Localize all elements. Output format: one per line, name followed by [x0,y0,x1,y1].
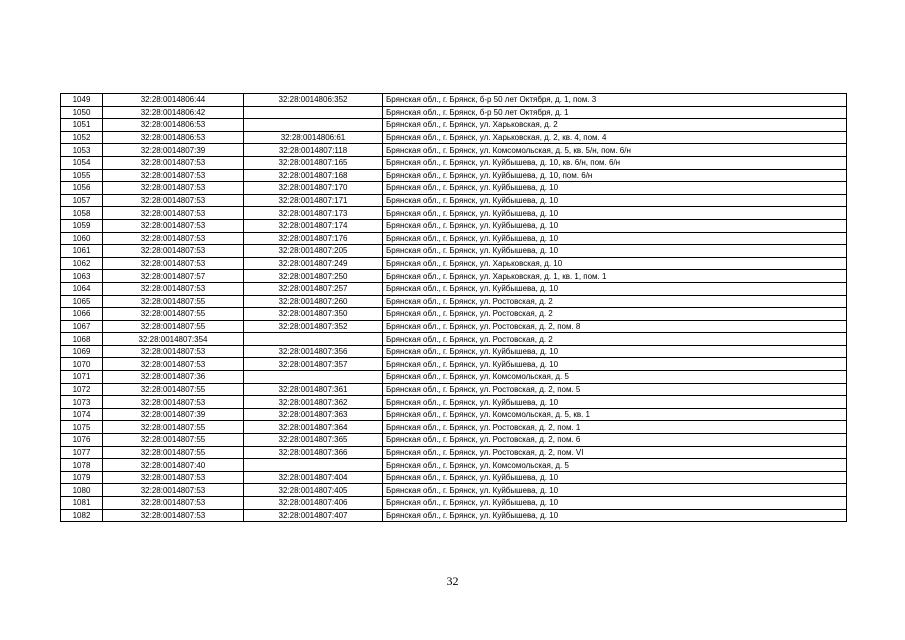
row-number-cell: 1062 [61,257,103,270]
table-row [61,156,847,169]
cadastral-number-cell: 32:28:0014807:40 [103,459,244,472]
cadastral-number-cell: 32:28:0014807:53 [103,194,244,207]
table-row [61,257,847,270]
premises-cadastral-number-cell: 32:28:0014807:168 [244,169,383,182]
table-row [61,169,847,182]
cadastral-number-cell: 32:28:0014806:42 [103,106,244,119]
row-number-cell: 1054 [61,156,103,169]
row-number-cell: 1079 [61,471,103,484]
address-cell: Брянская обл., г. Брянск, ул. Харьковская, д. 2, кв. 4, пом. 4 [383,131,847,144]
row-number-cell: 1073 [61,396,103,409]
address-cell: Брянская обл., г. Брянск, ул. Куйбышева, д. 10 [383,471,847,484]
row-number-cell: 1060 [61,232,103,245]
table-row [61,446,847,459]
cadastral-number-cell: 32:28:0014807:53 [103,345,244,358]
cadastral-number-cell: 32:28:0014807:57 [103,270,244,283]
table-row [61,421,847,434]
premises-cadastral-number-cell [244,106,383,119]
row-number-cell: 1076 [61,434,103,447]
table-row [61,131,847,144]
table-row [61,497,847,510]
premises-cadastral-number-cell: 32:28:0014807:357 [244,358,383,371]
table-row [61,245,847,258]
row-number-cell: 1059 [61,219,103,232]
premises-cadastral-number-cell [244,333,383,346]
cadastral-number-cell: 32:28:0014807:53 [103,484,244,497]
row-number-cell: 1070 [61,358,103,371]
premises-cadastral-number-cell: 32:28:0014807:366 [244,446,383,459]
table-row [61,484,847,497]
table-row [61,509,847,522]
row-number-cell: 1050 [61,106,103,119]
cadastral-number-cell: 32:28:0014806:53 [103,119,244,132]
premises-cadastral-number-cell: 32:28:0014807:173 [244,207,383,220]
cadastral-number-cell: 32:28:0014807:36 [103,371,244,384]
table-row [61,396,847,409]
address-cell: Брянская обл., г. Брянск, ул. Куйбышева, д. 10 [383,497,847,510]
premises-cadastral-number-cell: 32:28:0014807:363 [244,408,383,421]
premises-cadastral-number-cell: 32:28:0014806:61 [244,131,383,144]
address-cell: Брянская обл., г. Брянск, ул. Куйбышева, д. 10 [383,182,847,195]
premises-cadastral-number-cell: 32:28:0014806:352 [244,94,383,107]
cadastral-number-cell: 32:28:0014807:354 [103,333,244,346]
table-row [61,106,847,119]
address-cell: Брянская обл., г. Брянск, ул. Куйбышева, д. 10 [383,245,847,258]
row-number-cell: 1075 [61,421,103,434]
address-cell: Брянская обл., г. Брянск, ул. Куйбышева, д. 10 [383,396,847,409]
cadastral-number-cell: 32:28:0014807:39 [103,408,244,421]
cadastral-number-cell: 32:28:0014807:53 [103,282,244,295]
premises-cadastral-number-cell: 32:28:0014807:171 [244,194,383,207]
row-number-cell: 1065 [61,295,103,308]
row-number-cell: 1051 [61,119,103,132]
cadastral-number-cell: 32:28:0014806:44 [103,94,244,107]
cadastral-number-cell: 32:28:0014807:53 [103,169,244,182]
address-cell: Брянская обл., г. Брянск, ул. Ростовская, д. 2, пом. 1 [383,421,847,434]
table-row [61,459,847,472]
address-cell: Брянская обл., г. Брянск, ул. Комсомольская, д. 5 [383,459,847,472]
cadastral-number-cell: 32:28:0014807:53 [103,156,244,169]
row-number-cell: 1072 [61,383,103,396]
cadastral-number-cell: 32:28:0014807:55 [103,383,244,396]
address-cell: Брянская обл., г. Брянск, ул. Куйбышева, д. 10 [383,232,847,245]
address-cell: Брянская обл., г. Брянск, ул. Комсомольская, д. 5, кв. 1 [383,408,847,421]
premises-cadastral-number-cell: 32:28:0014807:176 [244,232,383,245]
table-row [61,144,847,157]
table-row [61,94,847,107]
table-row [61,408,847,421]
row-number-cell: 1053 [61,144,103,157]
row-number-cell: 1074 [61,408,103,421]
cadastral-number-cell: 32:28:0014807:39 [103,144,244,157]
address-cell: Брянская обл., г. Брянск, ул. Куйбышева, д. 10 [383,194,847,207]
premises-cadastral-number-cell: 32:28:0014807:362 [244,396,383,409]
address-cell: Брянская обл., г. Брянск, ул. Куйбышева, д. 10 [383,282,847,295]
premises-cadastral-number-cell: 32:28:0014807:205 [244,245,383,258]
address-cell: Брянская обл., г. Брянск, ул. Харьковская, д. 1, кв. 1, пом. 1 [383,270,847,283]
table-row [61,194,847,207]
cadastral-number-cell: 32:28:0014807:53 [103,182,244,195]
cadastral-number-cell: 32:28:0014807:53 [103,471,244,484]
address-cell: Брянская обл., г. Брянск, ул. Куйбышева, д. 10 [383,484,847,497]
address-cell: Брянская обл., г. Брянск, ул. Харьковская, д. 10 [383,257,847,270]
row-number-cell: 1078 [61,459,103,472]
registry-table-body [61,94,847,522]
cadastral-number-cell: 32:28:0014807:53 [103,358,244,371]
cadastral-number-cell: 32:28:0014807:55 [103,434,244,447]
premises-cadastral-number-cell: 32:28:0014807:365 [244,434,383,447]
table-row [61,207,847,220]
premises-cadastral-number-cell [244,459,383,472]
address-cell: Брянская обл., г. Брянск, ул. Комсомольская, д. 5 [383,371,847,384]
table-row [61,282,847,295]
row-number-cell: 1063 [61,270,103,283]
premises-cadastral-number-cell: 32:28:0014807:352 [244,320,383,333]
premises-cadastral-number-cell: 32:28:0014807:361 [244,383,383,396]
table-row [61,232,847,245]
premises-cadastral-number-cell: 32:28:0014807:250 [244,270,383,283]
table-row [61,119,847,132]
row-number-cell: 1067 [61,320,103,333]
row-number-cell: 1057 [61,194,103,207]
table-row [61,295,847,308]
cadastral-number-cell: 32:28:0014807:53 [103,509,244,522]
premises-cadastral-number-cell: 32:28:0014807:364 [244,421,383,434]
premises-cadastral-number-cell: 32:28:0014807:406 [244,497,383,510]
row-number-cell: 1068 [61,333,103,346]
address-cell: Брянская обл., г. Брянск, ул. Ростовская, д. 2 [383,333,847,346]
address-cell: Брянская обл., г. Брянск, ул. Харьковская, д. 2 [383,119,847,132]
table-row [61,333,847,346]
row-number-cell: 1077 [61,446,103,459]
premises-cadastral-number-cell: 32:28:0014807:407 [244,509,383,522]
row-number-cell: 1056 [61,182,103,195]
table-row [61,358,847,371]
address-cell: Брянская обл., г. Брянск, ул. Куйбышева, д. 10 [383,207,847,220]
premises-cadastral-number-cell: 32:28:0014807:118 [244,144,383,157]
premises-cadastral-number-cell [244,371,383,384]
table-row [61,182,847,195]
cadastral-number-cell: 32:28:0014807:53 [103,245,244,258]
address-cell: Брянская обл., г. Брянск, ул. Ростовская, д. 2 [383,308,847,321]
cadastral-number-cell: 32:28:0014807:53 [103,219,244,232]
row-number-cell: 1081 [61,497,103,510]
cadastral-number-cell: 32:28:0014806:53 [103,131,244,144]
cadastral-number-cell: 32:28:0014807:53 [103,257,244,270]
table-row [61,371,847,384]
table-row [61,434,847,447]
address-cell: Брянская обл., г. Брянск, ул. Куйбышева, д. 10 [383,219,847,232]
address-cell: Брянская обл., г. Брянск, ул. Куйбышева, д. 10 [383,358,847,371]
cadastral-number-cell: 32:28:0014807:55 [103,446,244,459]
address-cell: Брянская обл., г. Брянск, ул. Ростовская, д. 2 [383,295,847,308]
table-row [61,320,847,333]
row-number-cell: 1064 [61,282,103,295]
address-cell: Брянская обл., г. Брянск, ул. Ростовская, д. 2, пом. 5 [383,383,847,396]
row-number-cell: 1069 [61,345,103,358]
premises-cadastral-number-cell: 32:28:0014807:260 [244,295,383,308]
cadastral-number-cell: 32:28:0014807:53 [103,497,244,510]
cadastral-number-cell: 32:28:0014807:55 [103,421,244,434]
premises-cadastral-number-cell: 32:28:0014807:165 [244,156,383,169]
address-cell: Брянская обл., г. Брянск, ул. Ростовская, д. 2, пом. 6 [383,434,847,447]
row-number-cell: 1071 [61,371,103,384]
cadastral-number-cell: 32:28:0014807:53 [103,396,244,409]
premises-cadastral-number-cell: 32:28:0014807:257 [244,282,383,295]
address-cell: Брянская обл., г. Брянск, ул. Куйбышева, д. 10, кв. 6/н, пом. 6/н [383,156,847,169]
page-number: 32 [446,574,459,588]
row-number-cell: 1049 [61,94,103,107]
table-row [61,383,847,396]
cadastral-number-cell: 32:28:0014807:55 [103,295,244,308]
row-number-cell: 1082 [61,509,103,522]
row-number-cell: 1052 [61,131,103,144]
cadastral-number-cell: 32:28:0014807:53 [103,207,244,220]
premises-cadastral-number-cell: 32:28:0014807:170 [244,182,383,195]
address-cell: Брянская обл., г. Брянск, ул. Ростовская, д. 2, пом. VI [383,446,847,459]
cadastral-number-cell: 32:28:0014807:55 [103,308,244,321]
row-number-cell: 1066 [61,308,103,321]
premises-cadastral-number-cell: 32:28:0014807:404 [244,471,383,484]
address-cell: Брянская обл., г. Брянск, б-р 50 лет Октября, д. 1, пом. 3 [383,94,847,107]
row-number-cell: 1061 [61,245,103,258]
address-cell: Брянская обл., г. Брянск, б-р 50 лет Октября, д. 1 [383,106,847,119]
premises-cadastral-number-cell: 32:28:0014807:174 [244,219,383,232]
registry-table [60,93,847,522]
premises-cadastral-number-cell: 32:28:0014807:405 [244,484,383,497]
premises-cadastral-number-cell: 32:28:0014807:356 [244,345,383,358]
table-row [61,471,847,484]
address-cell: Брянская обл., г. Брянск, ул. Комсомольская, д. 5, кв. 5/н, пом. 6/н [383,144,847,157]
premises-cadastral-number-cell: 32:28:0014807:249 [244,257,383,270]
address-cell: Брянская обл., г. Брянск, ул. Куйбышева, д. 10 [383,345,847,358]
cadastral-number-cell: 32:28:0014807:55 [103,320,244,333]
cadastral-number-cell: 32:28:0014807:53 [103,232,244,245]
address-cell: Брянская обл., г. Брянск, ул. Ростовская, д. 2, пом. 8 [383,320,847,333]
premises-cadastral-number-cell [244,119,383,132]
table-row [61,345,847,358]
address-cell: Брянская обл., г. Брянск, ул. Куйбышева, д. 10, пом. 6/н [383,169,847,182]
premises-cadastral-number-cell: 32:28:0014807:350 [244,308,383,321]
table-row [61,308,847,321]
address-cell: Брянская обл., г. Брянск, ул. Куйбышева, д. 10 [383,509,847,522]
row-number-cell: 1058 [61,207,103,220]
table-row [61,219,847,232]
table-row [61,270,847,283]
row-number-cell: 1080 [61,484,103,497]
row-number-cell: 1055 [61,169,103,182]
